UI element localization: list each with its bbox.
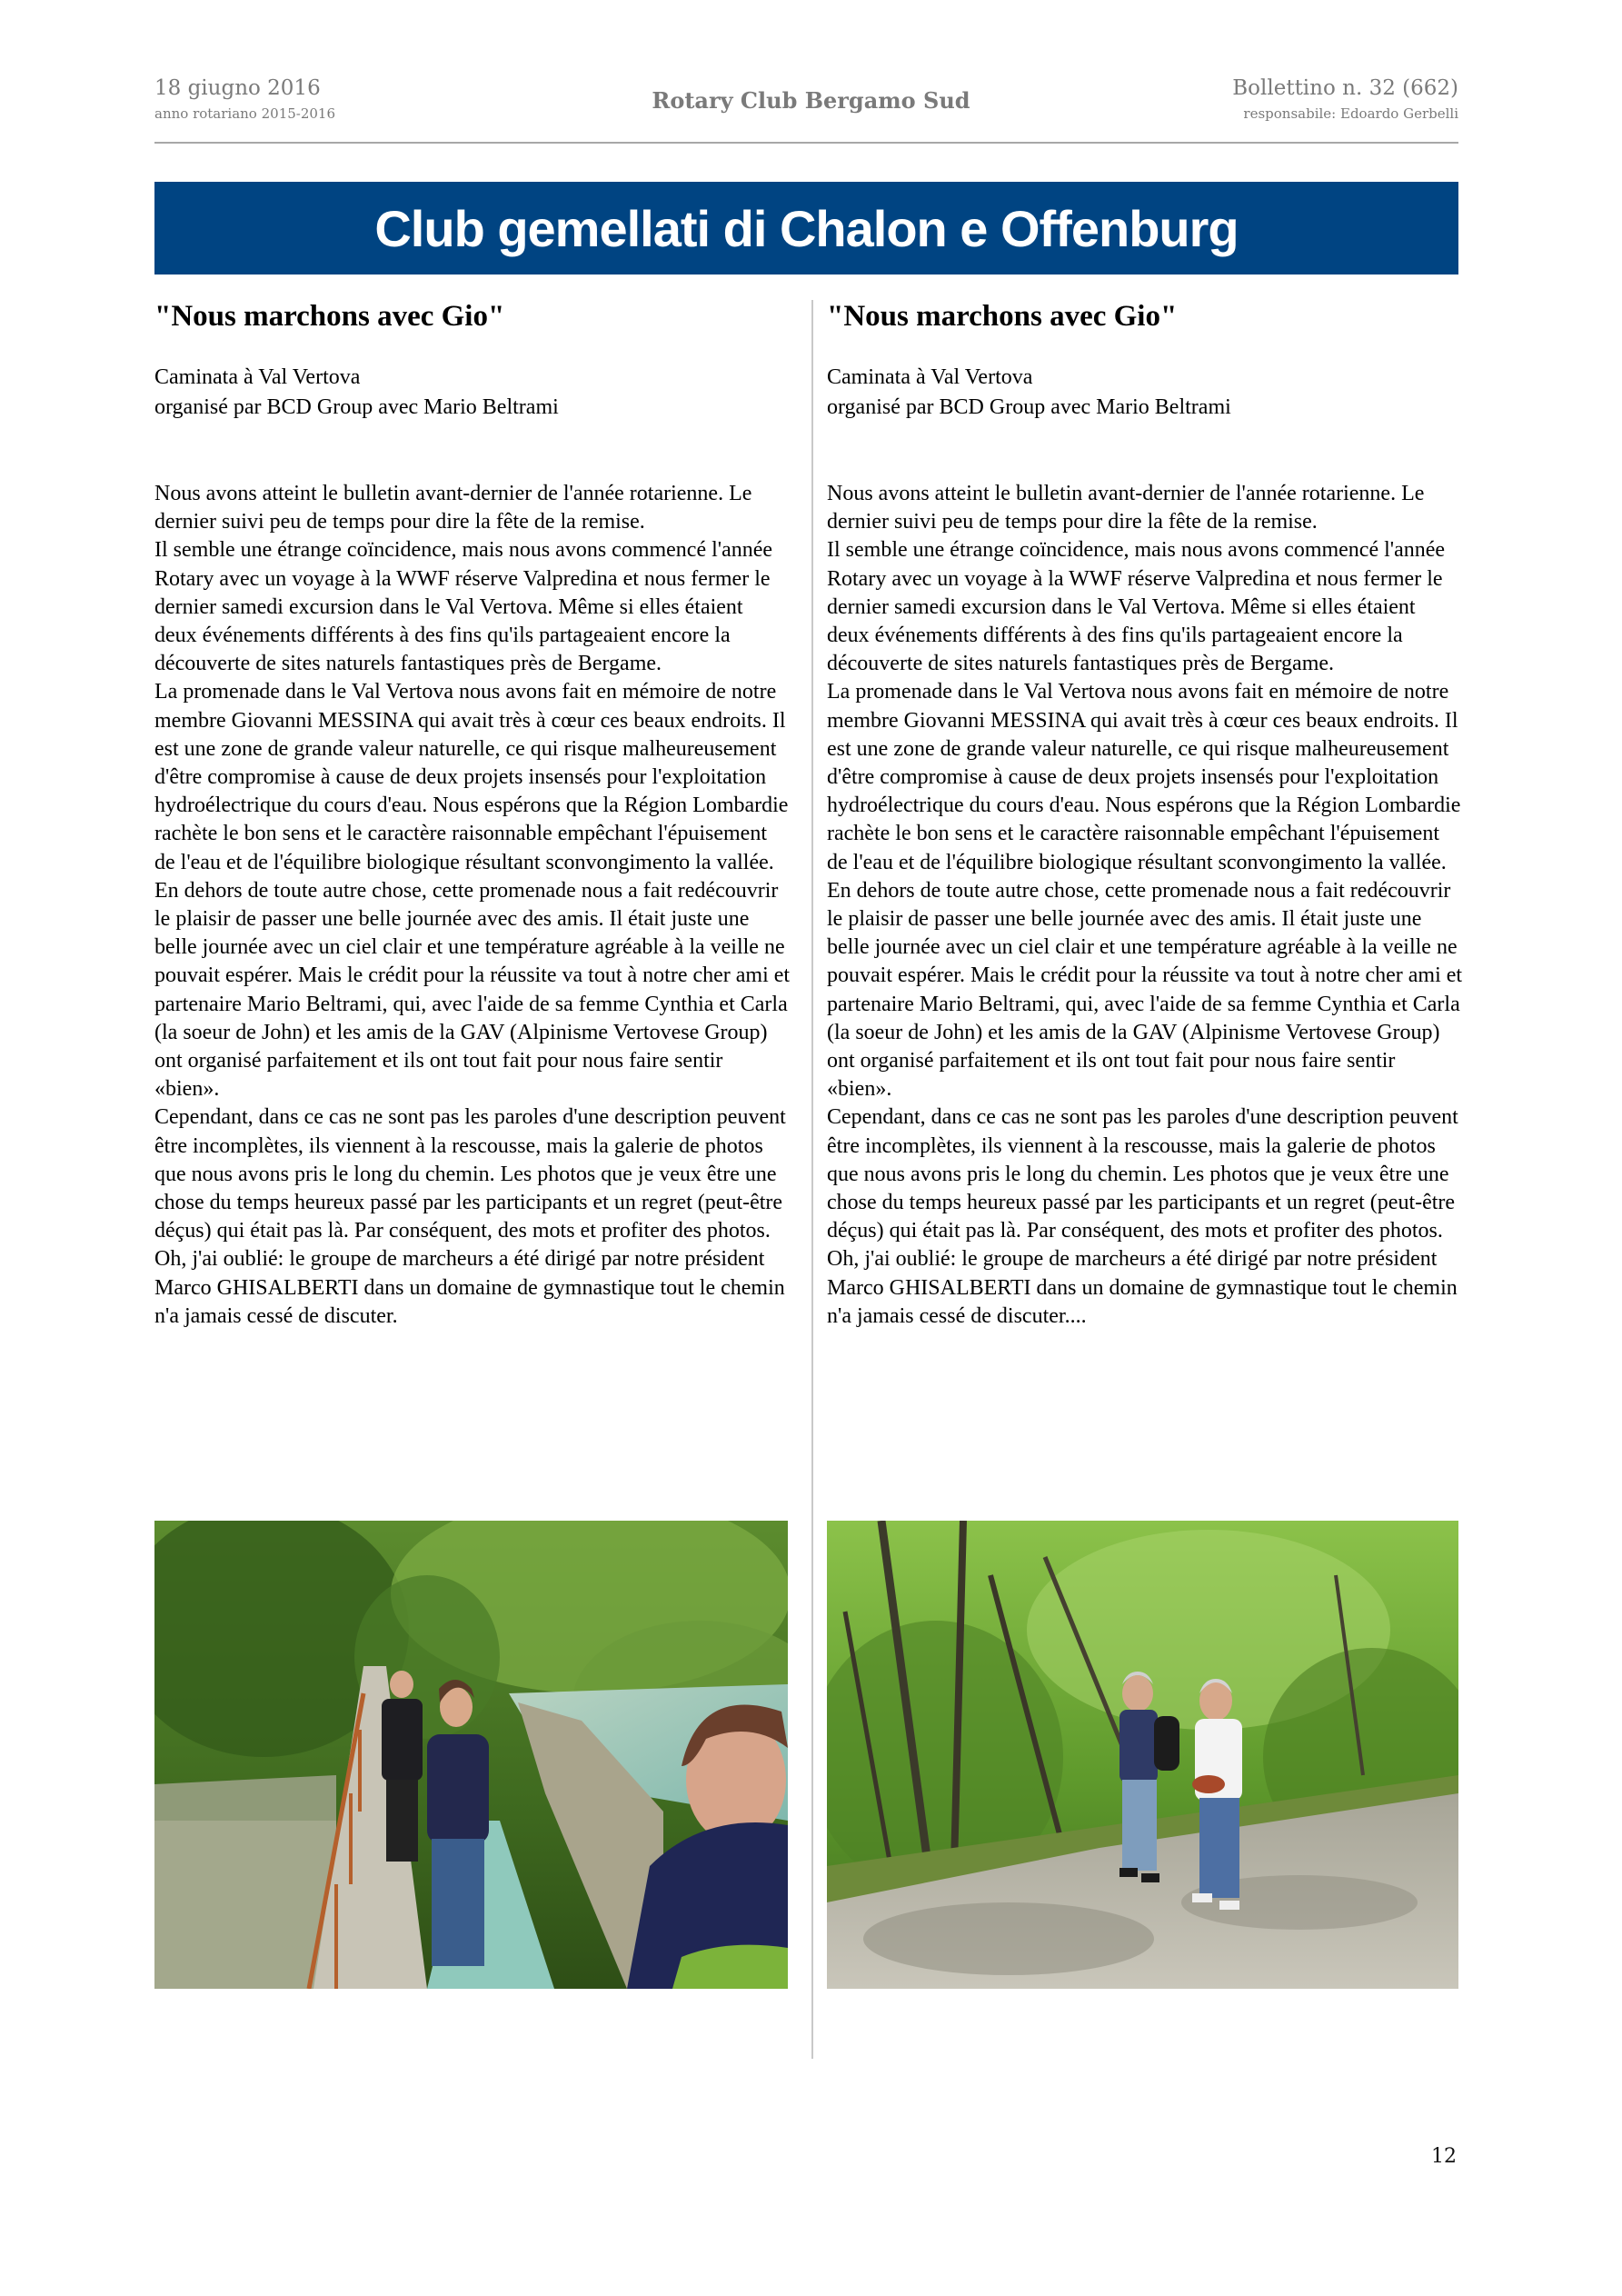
two-men-walking-image <box>827 1521 1458 1989</box>
subtitle-line: organisé par BCD Group avec Mario Beltrami <box>827 395 1231 419</box>
article-headline: "Nous marchons avec Gio" <box>827 300 1178 333</box>
article-column-right <box>827 296 1463 1331</box>
photo-two-men-walking <box>827 1521 1458 1989</box>
paragraph: Nous avons atteint le bulletin avant-dernier de l'année rotarienne. Le dernier suivi peu de temps pour dire la fête de la remise. <box>154 482 752 534</box>
page-number: 12 <box>1431 2145 1457 2168</box>
subtitle-line: Caminata à Val Vertova <box>827 365 1033 389</box>
paragraph: Nous avons atteint le bulletin avant-dernier de l'année rotarienne. Le dernier suivi peu de temps pour dire la fête de la remise. <box>827 482 1425 534</box>
section-banner <box>154 182 1458 275</box>
article-subtitle <box>154 363 791 423</box>
issue-date: 18 giugno 2016 <box>154 76 321 100</box>
responsible-editor: responsabile: Edoardo Gerbelli <box>1243 105 1458 122</box>
paragraph: Cependant, dans ce cas ne sont pas les paroles d'une description peuvent être incomplètes, ils viennent à la rescousse, mais la galerie de photos que nous avons pris le long du chemin. Les photos que je veux être une chose du temps heureux passé par les participants et un regret (peut-être déçus) qui était pas là. Par conséquent, des mots et profiter des photos. Oh, j'ai oublié: le groupe de marcheurs a été dirigé par notre président Marco GHISALBERTI dans un domaine de gymnastique tout le chemin n'a jamais cessé de discuter.... <box>827 1105 1458 1328</box>
paragraph: En dehors de toute autre chose, cette promenade nous a fait redécouvrir le plaisir de passer une belle journée avec des amis. Il était juste une belle journée avec un ciel clair et une température agréable à la veille ne pouvait espérer. Mais le crédit pour la réussite va tout à notre cher ami et partenaire Mario Beltrami, qui, avec l'aide de sa femme Cynthia et Carla (la soeur de John) et les amis de la GAV (Alpinisme Vertovese Group) ont organisé parfaitement et ils ont tout fait pour nous faire sentir «bien». <box>154 878 791 1102</box>
paragraph: En dehors de toute autre chose, cette promenade nous a fait redécouvrir le plaisir de passer une belle journée avec des amis. Il était juste une belle journée avec un ciel clair et une température agréable à la veille ne pouvait espérer. Mais le crédit pour la réussite va tout à notre cher ami et partenaire Mario Beltrami, qui, avec l'aide de sa femme Cynthia et Carla (la soeur de John) et les amis de la GAV (Alpinisme Vertovese Group) ont organisé parfaitement et ils ont tout fait pour nous faire sentir «bien». <box>827 878 1463 1102</box>
subtitle-line: organisé par BCD Group avec Mario Beltrami <box>154 395 559 419</box>
article-subtitle <box>827 363 1463 423</box>
article-body <box>154 480 791 1331</box>
photo-hikers-riverside <box>154 1521 788 1989</box>
bulletin-number: Bollettino n. 32 (662) <box>1232 76 1458 100</box>
club-name: Rotary Club Bergamo Sud <box>652 87 970 114</box>
article-headline: "Nous marchons avec Gio" <box>154 300 505 333</box>
hikers-riverside-image <box>154 1521 788 1989</box>
paragraph: La promenade dans le Val Vertova nous avons fait en mémoire de notre membre Giovanni MESSINA qui avait très à cœur ces beaux endroits. Il est une zone de grande valeur naturelle, ce qui risque malheureusement d'être compromise à cause de deux projets insensés pour l'exploitation hydroélectrique du cours d'eau. Nous espérons que la Région Lombardie rachète le bon sens et le caractère raisonnable empêchant l'épuisement de l'eau et de l'équilibre biologique résultant sconvongimento la vallée. <box>154 680 789 874</box>
paragraph: La promenade dans le Val Vertova nous avons fait en mémoire de notre membre Giovanni MESSINA qui avait très à cœur ces beaux endroits. Il est une zone de grande valeur naturelle, ce qui risque malheureusement d'être compromise à cause de deux projets insensés pour l'exploitation hydroélectrique du cours d'eau. Nous espérons que la Région Lombardie rachète le bon sens et le caractère raisonnable empêchant l'épuisement de l'eau et de l'équilibre biologique résultant sconvongimento la vallée. <box>827 680 1461 874</box>
article-column-left <box>154 296 791 1331</box>
column-divider <box>811 300 813 2059</box>
article-body <box>827 480 1463 1331</box>
section-title: Club gemellati di Chalon e Offenburg <box>374 199 1239 257</box>
paragraph: Il semble une étrange coïncidence, mais nous avons commencé l'année Rotary avec un voyage à la WWF réserve Valpredina et nous fermer le dernier samedi excursion dans le Val Vertova. Même si elles étaient deux événements différents à des fins qu'ils partageaient encore la découverte de sites naturels fantastiques près de Bergame. <box>827 538 1446 676</box>
subtitle-line: Caminata à Val Vertova <box>154 365 361 389</box>
paragraph: Cependant, dans ce cas ne sont pas les paroles d'une description peuvent être incomplètes, ils viennent à la rescousse, mais la galerie de photos que nous avons pris le long du chemin. Les photos que je veux être une chose du temps heureux passé par les participants et un regret (peut-être déçus) qui était pas là. Par conséquent, des mots et profiter des photos. Oh, j'ai oublié: le groupe de marcheurs a été dirigé par notre président Marco GHISALBERTI dans un domaine de gymnastique tout le chemin n'a jamais cessé de discuter. <box>154 1105 786 1328</box>
rotary-year: anno rotariano 2015-2016 <box>154 105 336 122</box>
paragraph: Il semble une étrange coïncidence, mais nous avons commencé l'année Rotary avec un voyage à la WWF réserve Valpredina et nous fermer le dernier samedi excursion dans le Val Vertova. Même si elles étaient deux événements différents à des fins qu'ils partageaient encore la découverte de sites naturels fantastiques près de Bergame. <box>154 538 773 676</box>
header-divider <box>154 142 1458 144</box>
